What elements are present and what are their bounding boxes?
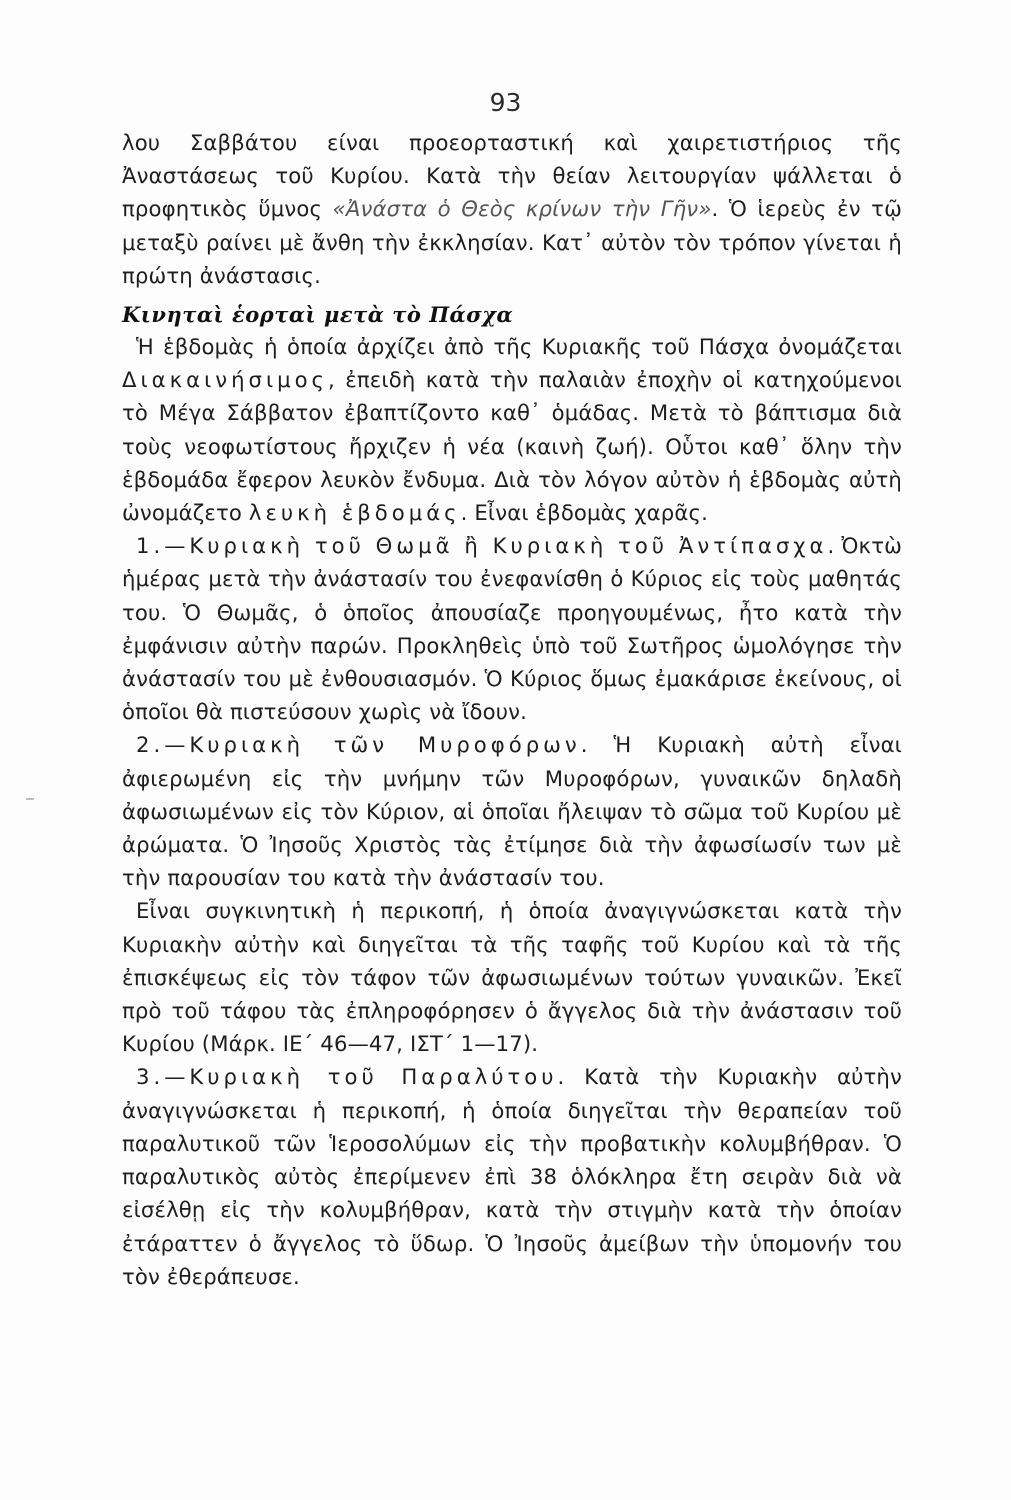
item-3-paragraph <box>122 1060 902 1292</box>
week-text-1: Ἡ ἑβδομὰς ἡ ὁποία ἀρχίζει ἀπὸ τῆς Κυριακῆς τοῦ Πάσχα ὀνομάζεται <box>136 334 902 360</box>
item-3-body: . Κατὰ τὴν Κυριακὴν αὐτὴν ἀναγιγνώσκεται ἡ περικοπή, ἡ ὁποία διηγεῖται τὴν θεραπείαν τοῦ παραλυτικοῦ τῶν Ἱεροσολύμων εἰς τὴν προβατικὴν κολυμβήθραν. Ὁ παραλυτικὸς αὐτὸς ἐπερίμενεν ἐπὶ 38 ὁλόκληρα ἔτη σειρὰν διὰ νὰ εἰσέλθῃ εἰς τὴν κολυμβήθραν, κατὰ τὴν στιγμὴν κατὰ τὴν ὁποίαν ἐτάραττεν ὁ ἄγγελος τὸ ὕδωρ. Ὁ Ἰησοῦς ἀμείβων τὴν ὑπομονήν του τὸν ἐθεράπευσε. <box>122 1064 902 1289</box>
item-2-heading: 2.—Κυριακὴ τῶν Μυροφόρων <box>136 732 581 758</box>
intro-text-1: λου Σαββάτου είναι προεορταστική καὶ χαιρετιστήριος τῆς Ἀναστάσεως τοῦ Κυρίου. Κατὰ τὴν θείαν λειτουργίαν ψάλλεται ὁ προφητικὸς ὕμνος <box>122 130 902 222</box>
item-3-heading: 3.—Κυριακὴ τοῦ Παραλύτου <box>136 1064 558 1090</box>
margin-mark <box>26 798 34 800</box>
page-body <box>122 126 902 1293</box>
hymn-quote: «Ἀνάστα ὁ Θεὸς κρίνων τὴν Γῆν» <box>332 196 712 222</box>
item-2-continuation: Εἶναι συγκινητικὴ ἡ περικοπή, ἡ ὁποία ἀναγιγνώσκεται κατὰ τὴν Κυριακὴν αὐτὴν καὶ διηγεῖται τὰ τῆς ταφῆς τοῦ Κυρίου καὶ τὰ τῆς ἐπισκέψεως εἰς τὸν τάφον τῶν ἀφωσιωμένων τούτων γυναικῶν. Ἐκεῖ πρὸ τοῦ τάφου τὰς ἐπληροφόρησεν ὁ ἄγγελος διὰ τὴν ἀνάστασιν τοῦ Κυρίου (Μάρκ. ΙΕ΄ 46—47, ΙΣΤ΄ 1—17). <box>122 898 902 1057</box>
section-heading: Κινηταὶ ἑορταὶ μετὰ τὸ Πάσχα <box>122 302 514 328</box>
week-paragraph <box>122 330 902 529</box>
item-2-body: . Ἡ Κυριακὴ αὐτὴ εἶναι ἀφιερωμένη εἰς τὴν μνήμην τῶν Μυροφόρων, γυναικῶν δηλαδὴ ἀφωσιωμένων εἰς τὸν Κύριον, αἱ ὁποῖαι ἤλειψαν τὸ σῶμα τοῦ Κυρίου μὲ ἀρώματα. Ὁ Ἰησοῦς Χριστὸς τὰς ἐτίμησε διὰ τὴν ἀφωσίωσίν των μὲ τὴν παρουσίαν του κατὰ τὴν ἀνάστασίν του. <box>122 732 902 891</box>
item-1-heading: 1.—Κυριακὴ τοῦ Θωμᾶ ἢ Κυριακὴ τοῦ Ἀντίπασχα <box>136 533 828 559</box>
item-1-body: . Ὀκτὼ ἡμέρας μετὰ τὴν ἀνάστασίν του ἐνεφανίσθη ὁ Κύριος εἰς τοὺς μαθητάς του. Ὁ Θωμᾶς, ὁ ὁποῖος ἀπουσίαζε προηγουμένως, ἦτο κατὰ τὴν ἐμφάνισιν αὐτὴν παρών. Προκληθεὶς ὑπὸ τοῦ Σωτῆρος ὡμολόγησε τὴν ἀνάστασίν του μὲ ἐνθουσιασμόν. Ὁ Κύριος ὅμως ἐμακάρισε ἐκείνους, οἱ ὁποῖοι θὰ πιστεύσουν χωρὶς νὰ ἴδουν. <box>122 533 902 725</box>
white-week: λευκὴ ἑβδομάς <box>248 500 461 526</box>
page-number: 93 <box>489 88 522 117</box>
item-1-paragraph <box>122 529 902 728</box>
intro-paragraph <box>122 126 902 292</box>
week-text-3: . Εἶναι ἑβδομὰς χαρᾶς. <box>460 500 708 526</box>
week-name: Διακαινήσιμος <box>122 367 328 393</box>
week-text-2: , ἐπειδὴ κατὰ τὴν παλαιὰν ἐποχὴν οἱ κατηχούμενοι τὸ Μέγα Σάββατον ἐβαπτίζοντο καθ᾽ ὁμάδας. Μετὰ τὸ βάπτισμα διὰ τοὺς νεοφωτίστους ἤρχιζεν ἡ νέα (καινὴ ζωή). Οὗτοι καθ᾽ ὅλην τὴν ἑβδομάδα ἔφερον λευκὸν ἔνδυμα. Διὰ τὸν λόγον αὐτὸν ἡ ἑβδομὰς αὐτὴ ὠνομάζετο <box>122 367 902 526</box>
intro-text-2: . Ὁ ἱερεὺς ἐν τῷ μεταξὺ ραίνει μὲ ἄνθη τὴν ἐκκλησίαν. Κατ᾽ αὐτὸν τὸν τρόπον γίνεται ἡ πρώτη ἀνάστασις. <box>122 196 902 288</box>
item-2-paragraph <box>122 728 902 894</box>
